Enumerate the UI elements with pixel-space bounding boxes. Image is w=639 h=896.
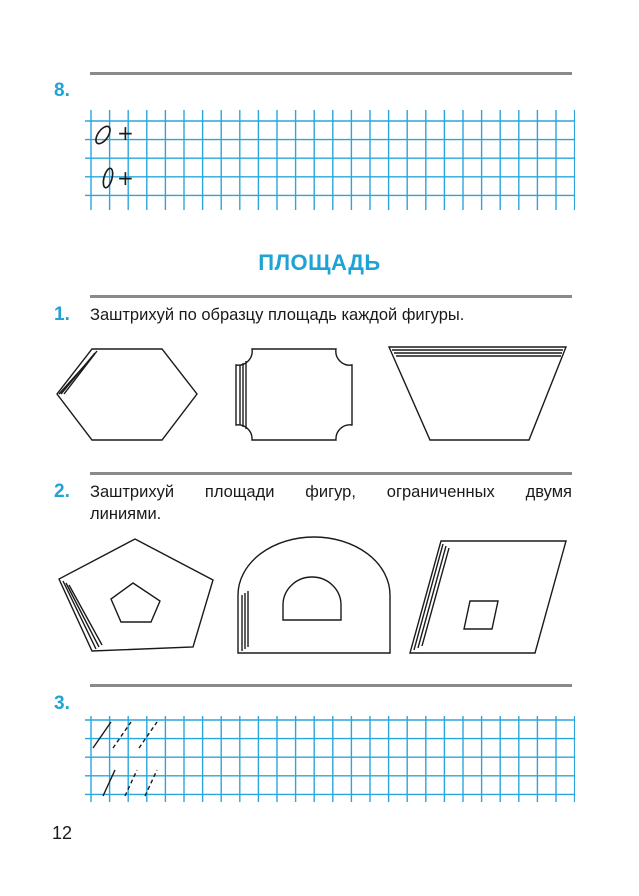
task8-oval-icon-1	[92, 122, 116, 148]
trapezoid-figure	[389, 347, 566, 440]
task2-figures	[0, 535, 639, 670]
task3-number: 3.	[54, 693, 70, 714]
task3-rule	[90, 684, 572, 687]
task1-figures	[0, 335, 639, 455]
task8-plus-1: +	[117, 121, 134, 145]
task1-number: 1.	[54, 304, 70, 325]
task1-rule	[90, 295, 572, 298]
concave-square-figure	[236, 349, 352, 440]
task8-rule	[90, 72, 572, 75]
pentagon-figure	[59, 539, 213, 651]
task2-number: 2.	[54, 481, 70, 502]
task8-zero-icon-2	[99, 165, 119, 191]
task8-grid	[85, 110, 575, 210]
hexagon-figure	[57, 349, 197, 440]
task2-text-line1: Заштрихуй площади фигур, ограниченных двумя	[90, 483, 572, 501]
task2-rule	[90, 472, 572, 475]
task2-text-line2: линиями.	[90, 505, 162, 523]
arch-figure	[238, 537, 390, 653]
task8-plus-2: +	[117, 166, 134, 190]
task8-number: 8.	[54, 80, 70, 101]
task3-sample-strokes	[85, 716, 165, 802]
section-title: ПЛОЩАДЬ	[258, 250, 381, 275]
task1-text: Заштрихуй по образцу площадь каждой фигуры.	[90, 306, 465, 324]
page-number: 12	[52, 823, 73, 843]
parallelogram-figure	[410, 541, 566, 653]
